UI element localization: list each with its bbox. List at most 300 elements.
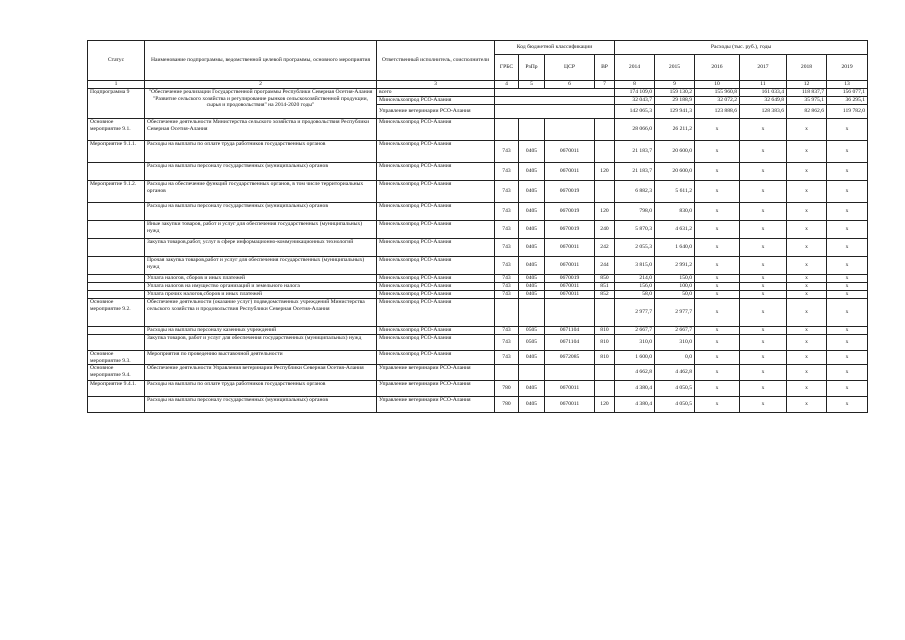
column-number: 2 — [145, 81, 377, 89]
amount-cell: 26 211,2 — [655, 119, 695, 141]
row-csr — [545, 119, 595, 141]
amount-cell: х — [740, 257, 787, 275]
amount-cell: х — [740, 397, 787, 413]
row-grbs: 743 — [495, 291, 519, 299]
table-row — [88, 335, 868, 351]
amount-cell: х — [740, 181, 787, 203]
row-csr: 0670019 — [545, 181, 595, 203]
row-vr — [595, 119, 615, 141]
row-status — [88, 221, 145, 239]
row-status: Мероприятие 9.4.1. — [88, 381, 145, 397]
row-executor: Минсельхозпрод РСО-Алания — [377, 221, 495, 239]
amount-cell: х — [695, 181, 740, 203]
row-grbs: 743 — [495, 203, 519, 221]
row-csr: 0670011 — [545, 141, 595, 163]
amount-cell: 20 600,0 — [655, 141, 695, 163]
row-rzpr: 0405 — [519, 351, 545, 365]
amount-cell: х — [740, 351, 787, 365]
amount-cell: х — [787, 381, 827, 397]
amount-cell: х — [787, 239, 827, 257]
row-vr: 852 — [595, 291, 615, 299]
row-name: Расходы на выплаты персоналу казенных учреждений — [145, 327, 377, 335]
row-executor: Минсельхозпрод РСО-Алания — [377, 141, 495, 163]
row-name: Обеспечение деятельности (оказание услуг) подведомственных учреждений Министерства сельского хозяйства и продовольствия Республики Северная Осетия-Алания — [145, 299, 377, 327]
row-csr: 0672085 — [545, 351, 595, 365]
row-csr: 0670011 — [545, 397, 595, 413]
row-status — [88, 257, 145, 275]
header-expenses: Расходы (тыс. руб.), годы — [615, 41, 868, 55]
amount-cell: х — [827, 291, 868, 299]
amount-cell: 4 380,4 — [615, 397, 655, 413]
amount-cell: 4 462,8 — [655, 365, 695, 381]
amount-cell: 123 888,6 — [695, 105, 740, 119]
row-csr: 0670011 — [545, 257, 595, 275]
amount-cell: х — [787, 257, 827, 275]
amount-cell: 4 050,5 — [655, 381, 695, 397]
row-status — [88, 203, 145, 221]
row-grbs: 780 — [495, 397, 519, 413]
empty-cell — [495, 89, 615, 97]
row-csr: 0670019 — [545, 203, 595, 221]
amount-cell: х — [740, 291, 787, 299]
column-number: 8 — [615, 81, 655, 89]
amount-cell: х — [787, 163, 827, 181]
amount-cell: х — [827, 257, 868, 275]
amount-cell: х — [827, 351, 868, 365]
row-name: Расходы на выплаты по оплате труда работников государственных органов — [145, 141, 377, 163]
amount-cell: 29 188,9 — [655, 97, 695, 105]
amount-cell: х — [827, 283, 868, 291]
table-row — [88, 221, 868, 239]
row-name: Мероприятия по проведению выставочной деятельности — [145, 351, 377, 365]
row-grbs — [495, 365, 519, 381]
budget-sheet — [87, 40, 867, 413]
amount-cell: х — [695, 291, 740, 299]
amount-cell: х — [787, 119, 827, 141]
row-name: Закупка товаров,работ, услуг в сфере информационно-коммуникационных технологий — [145, 239, 377, 257]
row-csr: 0670011 — [545, 283, 595, 291]
amount-cell: х — [695, 351, 740, 365]
row-rzpr: 0405 — [519, 163, 545, 181]
row-status — [88, 239, 145, 257]
header-year: 2015 — [655, 55, 695, 81]
amount-cell: 155 960,8 — [695, 89, 740, 97]
column-number: 12 — [787, 81, 827, 89]
row-rzpr: 0405 — [519, 381, 545, 397]
amount-cell: 2 055,3 — [615, 239, 655, 257]
row-grbs: 743 — [495, 181, 519, 203]
row-vr: 810 — [595, 327, 615, 335]
amount-cell: 50,0 — [655, 291, 695, 299]
table-row — [88, 141, 868, 163]
row-rzpr: 0405 — [519, 291, 545, 299]
row-rzpr: 0405 — [519, 181, 545, 203]
row-rzpr: 0505 — [519, 335, 545, 351]
amount-cell: 2 991,2 — [655, 257, 695, 275]
amount-cell: 161 033,4 — [740, 89, 787, 97]
amount-cell: 150,0 — [655, 275, 695, 283]
header-year: 2016 — [695, 55, 740, 81]
row-executor: Управление ветеринарии РСО-Алания — [377, 381, 495, 397]
row-rzpr: 0405 — [519, 275, 545, 283]
amount-cell: х — [740, 163, 787, 181]
row-csr — [545, 299, 595, 327]
subprogram-name: "Обеспечение реализации Государственной программы Республики Северная Осетия-Алания "Развитие сельского хозяйства и регулирование рынков сельскохозяйственной продукции, сырья и продовольствия" на 2014-2020 годы" — [145, 89, 377, 119]
row-name: Расходы на обеспечение функций государственных органов, в том числе территориальных органов — [145, 181, 377, 203]
row-rzpr: 0405 — [519, 141, 545, 163]
table-row — [88, 351, 868, 365]
row-vr: 810 — [595, 335, 615, 351]
row-name: Расходы на выплаты персоналу государственных (муниципальных) органов — [145, 203, 377, 221]
amount-cell: 58,0 — [615, 291, 655, 299]
row-name: Закупка товаров, работ и услуг для обеспечения государственных (муниципальных) нужд — [145, 335, 377, 351]
amount-cell: х — [740, 239, 787, 257]
amount-cell: х — [827, 327, 868, 335]
row-status — [88, 397, 145, 413]
row-status: Мероприятие 9.1.1. — [88, 141, 145, 163]
amount-cell: х — [827, 239, 868, 257]
amount-cell: х — [695, 221, 740, 239]
row-name: Расходы на выплаты по оплате труда работников государственных органов — [145, 381, 377, 397]
row-executor: Минсельхозпрод РСО-Алания — [377, 291, 495, 299]
row-rzpr: 0405 — [519, 221, 545, 239]
amount-cell: 100,0 — [655, 283, 695, 291]
row-vr: 120 — [595, 397, 615, 413]
row-name: Обеспечение деятельности Управления ветеринарии Республики Северная Осетия-Алания — [145, 365, 377, 381]
table-row — [88, 203, 868, 221]
amount-cell: х — [740, 327, 787, 335]
row-vr — [595, 181, 615, 203]
amount-cell: 128 383,6 — [740, 105, 787, 119]
amount-cell: 830,0 — [655, 203, 695, 221]
amount-cell: х — [787, 299, 827, 327]
column-number: 6 — [545, 81, 595, 89]
row-name: Прочая закупка товаров,работ и услуг для обеспечения государственных (муниципальных) нужд — [145, 257, 377, 275]
amount-cell: х — [827, 381, 868, 397]
amount-cell: х — [787, 203, 827, 221]
header-year: 2019 — [827, 55, 868, 81]
table-row — [88, 119, 868, 141]
row-vr: 120 — [595, 203, 615, 221]
table-row — [88, 163, 868, 181]
amount-cell: х — [787, 141, 827, 163]
row-name: Расходы на выплаты персоналу государственных (муниципальных) органов — [145, 397, 377, 413]
row-executor: Минсельхозпрод РСО-Алания — [377, 181, 495, 203]
amount-cell: х — [827, 275, 868, 283]
amount-cell: х — [695, 275, 740, 283]
amount-cell: х — [827, 163, 868, 181]
amount-cell: 2 977,7 — [615, 299, 655, 327]
row-name: Расходы на выплаты персоналу государственных (муниципальных) органов — [145, 163, 377, 181]
amount-cell: 214,0 — [615, 275, 655, 283]
header-executor: Ответственный исполнитель, соисполнители — [377, 41, 495, 81]
subprogram-executor: Управление ветеринарии РСО-Алания — [377, 105, 495, 119]
column-number: 3 — [377, 81, 495, 89]
row-csr: 0670011 — [545, 163, 595, 181]
table-row — [88, 291, 868, 299]
amount-cell: х — [740, 203, 787, 221]
row-csr — [545, 365, 595, 381]
amount-cell: 2 667,7 — [615, 327, 655, 335]
row-vr — [595, 141, 615, 163]
row-executor: Минсельхозпрод РСО-Алания — [377, 163, 495, 181]
row-grbs: 743 — [495, 283, 519, 291]
row-status — [88, 291, 145, 299]
row-csr: 0670019 — [545, 275, 595, 283]
amount-cell: 310,0 — [615, 335, 655, 351]
row-rzpr: 0505 — [519, 327, 545, 335]
amount-cell: х — [740, 275, 787, 283]
amount-cell: 159 130,2 — [655, 89, 695, 97]
amount-cell: х — [827, 203, 868, 221]
amount-cell: х — [787, 275, 827, 283]
table-header — [88, 41, 868, 81]
header-csr: ЦСР — [545, 55, 595, 81]
row-vr: 240 — [595, 221, 615, 239]
row-rzpr — [519, 299, 545, 327]
row-status: Основное мероприятие 9.2. — [88, 299, 145, 327]
row-vr — [595, 299, 615, 327]
amount-cell: х — [740, 381, 787, 397]
amount-cell: 5 611,2 — [655, 181, 695, 203]
amount-cell: х — [695, 381, 740, 397]
amount-cell: 5 870,3 — [615, 221, 655, 239]
row-grbs: 743 — [495, 141, 519, 163]
amount-cell: х — [695, 335, 740, 351]
amount-cell: х — [787, 351, 827, 365]
table-row — [88, 381, 868, 397]
row-rzpr — [519, 119, 545, 141]
row-vr — [595, 381, 615, 397]
amount-cell: 156,0 — [615, 283, 655, 291]
row-rzpr: 0405 — [519, 397, 545, 413]
row-status: Основное мероприятие 9.3. — [88, 351, 145, 365]
row-vr: 810 — [595, 351, 615, 365]
column-number: 4 — [495, 81, 519, 89]
amount-cell: 2 667,7 — [655, 327, 695, 335]
row-executor: Минсельхозпрод РСО-Алания — [377, 283, 495, 291]
amount-cell: х — [740, 365, 787, 381]
row-executor: Минсельхозпрод РСО-Алания — [377, 335, 495, 351]
amount-cell: х — [695, 299, 740, 327]
row-executor: Минсельхозпрод РСО-Алания — [377, 299, 495, 327]
header-grbs: ГРБС — [495, 55, 519, 81]
row-grbs — [495, 119, 519, 141]
row-rzpr: 0405 — [519, 257, 545, 275]
row-csr: 0671104 — [545, 335, 595, 351]
amount-cell: х — [827, 119, 868, 141]
row-name: Уплата прочих налогов,сборов и иных платежей — [145, 291, 377, 299]
amount-cell: х — [787, 335, 827, 351]
amount-cell: 4 050,5 — [655, 397, 695, 413]
table-row — [88, 257, 868, 275]
subprogram-row — [88, 89, 868, 97]
row-status — [88, 275, 145, 283]
amount-cell: х — [695, 327, 740, 335]
row-grbs — [495, 299, 519, 327]
row-name: Уплата налогов, сборов и иных платежей — [145, 275, 377, 283]
amount-cell: х — [740, 283, 787, 291]
subprogram-executor: Минсельхозпрод РСО-Алания — [377, 97, 495, 105]
table-row — [88, 275, 868, 283]
row-vr: 244 — [595, 257, 615, 275]
subprogram-status: Подпрограмма 9 — [88, 89, 145, 119]
table-row — [88, 365, 868, 381]
amount-cell: х — [827, 141, 868, 163]
row-status — [88, 335, 145, 351]
row-executor: Управление ветеринарии РСО-Алания — [377, 397, 495, 413]
row-executor: Минсельхозпрод РСО-Алания — [377, 351, 495, 365]
row-executor: Управление ветеринарии РСО-Алания — [377, 365, 495, 381]
row-csr: 0671104 — [545, 327, 595, 335]
header-rzpr: РзПр — [519, 55, 545, 81]
amount-cell: 4 380,4 — [615, 381, 655, 397]
amount-cell: х — [740, 335, 787, 351]
amount-cell: 32 043,7 — [615, 97, 655, 105]
amount-cell: 119 782,0 — [827, 105, 868, 119]
row-vr: 850 — [595, 275, 615, 283]
header-budget-code: Код бюджетной классификации — [495, 41, 615, 55]
amount-cell: х — [740, 119, 787, 141]
amount-cell: х — [695, 141, 740, 163]
amount-cell: 32 649,8 — [740, 97, 787, 105]
empty-cell — [495, 105, 615, 119]
amount-cell: х — [695, 239, 740, 257]
table-body — [88, 81, 868, 413]
row-grbs: 743 — [495, 335, 519, 351]
amount-cell: 6 882,3 — [615, 181, 655, 203]
row-vr: 120 — [595, 163, 615, 181]
table-row — [88, 239, 868, 257]
row-csr: 0670011 — [545, 291, 595, 299]
header-year: 2017 — [740, 55, 787, 81]
amount-cell: х — [695, 163, 740, 181]
row-status: Основное мероприятие 9.4. — [88, 365, 145, 381]
row-executor: Минсельхозпрод РСО-Алания — [377, 275, 495, 283]
row-rzpr: 0405 — [519, 239, 545, 257]
amount-cell: 4 631,2 — [655, 221, 695, 239]
row-status — [88, 327, 145, 335]
header-status: Статус — [88, 41, 145, 81]
column-number: 13 — [827, 81, 868, 89]
amount-cell: х — [827, 299, 868, 327]
amount-cell: 35 975,1 — [787, 97, 827, 105]
amount-cell: 118 837,7 — [787, 89, 827, 97]
row-grbs: 743 — [495, 221, 519, 239]
row-grbs: 780 — [495, 381, 519, 397]
amount-cell: х — [827, 397, 868, 413]
amount-cell: х — [740, 221, 787, 239]
amount-cell: 129 941,3 — [655, 105, 695, 119]
amount-cell: 4 662,8 — [615, 365, 655, 381]
amount-cell: 1 640,0 — [655, 239, 695, 257]
row-status — [88, 163, 145, 181]
amount-cell: 32 072,2 — [695, 97, 740, 105]
row-grbs: 743 — [495, 351, 519, 365]
amount-cell: х — [787, 221, 827, 239]
amount-cell: 142 065,3 — [615, 105, 655, 119]
amount-cell: х — [695, 119, 740, 141]
amount-cell: х — [787, 181, 827, 203]
column-number: 5 — [519, 81, 545, 89]
column-number: 7 — [595, 81, 615, 89]
budget-table — [87, 40, 868, 413]
row-grbs: 743 — [495, 239, 519, 257]
amount-cell: 310,0 — [655, 335, 695, 351]
header-year: 2014 — [615, 55, 655, 81]
amount-cell: 156 077,1 — [827, 89, 868, 97]
empty-cell — [495, 97, 615, 105]
amount-cell: х — [740, 299, 787, 327]
amount-cell: х — [695, 365, 740, 381]
table-row — [88, 327, 868, 335]
column-number: 10 — [695, 81, 740, 89]
column-number: 9 — [655, 81, 695, 89]
amount-cell: 0,0 — [655, 351, 695, 365]
amount-cell: х — [827, 335, 868, 351]
row-rzpr — [519, 365, 545, 381]
column-number: 1 — [88, 81, 145, 89]
row-name: Уплата налогов на имущество организаций и земельного налога — [145, 283, 377, 291]
row-name: Обеспечение деятельности Министерства сельского хозяйства и продовольствия Республики Северная Осетия-Алания — [145, 119, 377, 141]
row-executor: Минсельхозпрод РСО-Алания — [377, 239, 495, 257]
header-year: 2018 — [787, 55, 827, 81]
column-number-row — [88, 81, 868, 89]
table-row — [88, 283, 868, 291]
amount-cell: 1 600,0 — [615, 351, 655, 365]
amount-cell: х — [787, 397, 827, 413]
table-row — [88, 181, 868, 203]
amount-cell: х — [787, 283, 827, 291]
row-grbs: 743 — [495, 275, 519, 283]
amount-cell: 36 295,1 — [827, 97, 868, 105]
row-grbs: 743 — [495, 163, 519, 181]
header-name: Наименование подпрограммы, ведомственной целевой программы, основного мероприятия — [145, 41, 377, 81]
amount-cell: х — [827, 181, 868, 203]
row-grbs: 743 — [495, 257, 519, 275]
amount-cell: 20 600,0 — [655, 163, 695, 181]
row-name: Иные закупки товаров, работ и услуг для обеспечения государственных (муниципальных) нужд — [145, 221, 377, 239]
column-number: 11 — [740, 81, 787, 89]
amount-cell: х — [787, 365, 827, 381]
amount-cell: х — [695, 257, 740, 275]
row-rzpr: 0405 — [519, 203, 545, 221]
amount-cell: х — [740, 141, 787, 163]
header-vr: ВР — [595, 55, 615, 81]
row-grbs: 743 — [495, 327, 519, 335]
amount-cell: х — [827, 365, 868, 381]
row-vr — [595, 365, 615, 381]
table-row — [88, 397, 868, 413]
amount-cell: 2 977,7 — [655, 299, 695, 327]
row-executor: Минсельхозпрод РСО-Алания — [377, 257, 495, 275]
table-row — [88, 299, 868, 327]
row-rzpr: 0405 — [519, 283, 545, 291]
row-csr: 0670019 — [545, 221, 595, 239]
amount-cell: 798,0 — [615, 203, 655, 221]
amount-cell: 82 862,6 — [787, 105, 827, 119]
amount-cell: х — [695, 397, 740, 413]
row-status: Мероприятие 9.1.2. — [88, 181, 145, 203]
amount-cell: х — [695, 203, 740, 221]
amount-cell: х — [695, 283, 740, 291]
row-vr: 851 — [595, 283, 615, 291]
amount-cell: 174 109,0 — [615, 89, 655, 97]
row-executor: Минсельхозпрод РСО-Алания — [377, 119, 495, 141]
subprogram-executor: всего — [377, 89, 495, 97]
amount-cell: 3 815,0 — [615, 257, 655, 275]
row-executor: Минсельхозпрод РСО-Алания — [377, 203, 495, 221]
